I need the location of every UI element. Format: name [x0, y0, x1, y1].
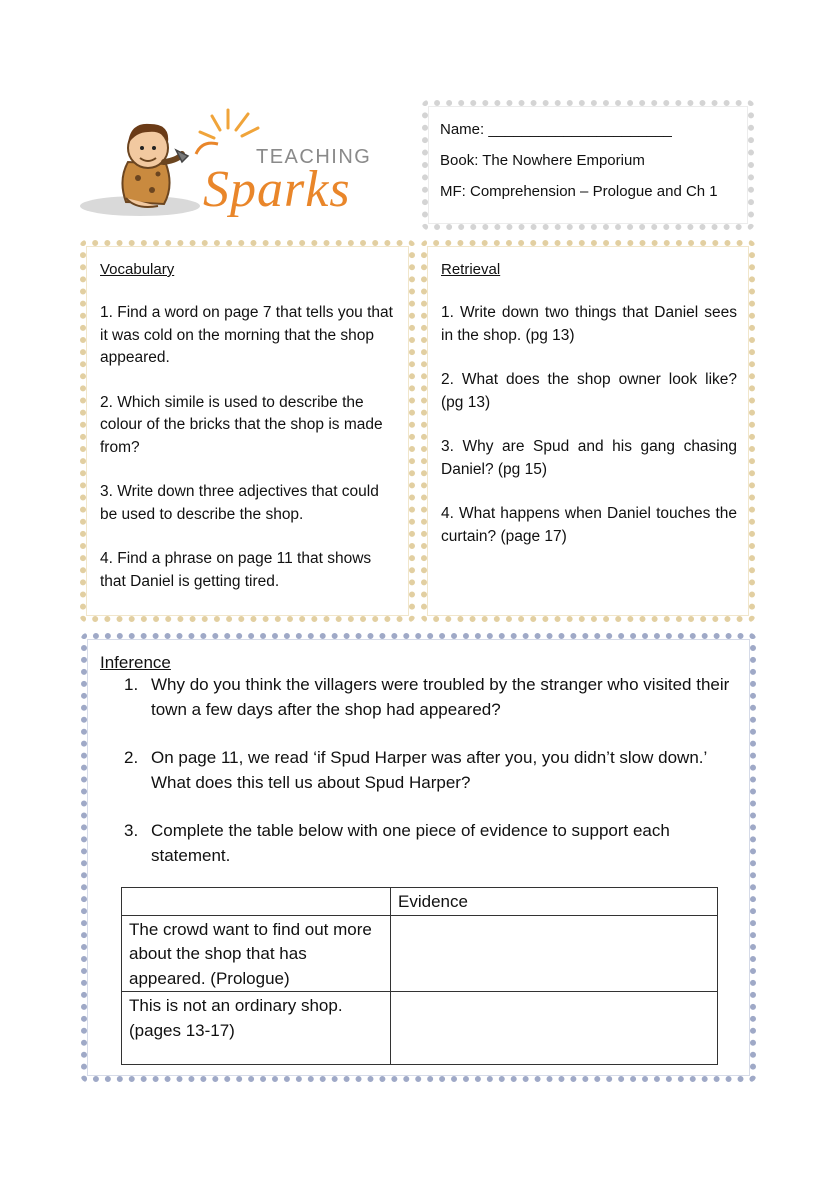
inference-section — [81, 633, 756, 1082]
table-row — [122, 915, 718, 992]
table-row — [122, 992, 718, 1065]
inference-question — [97, 746, 740, 795]
inference-question — [97, 819, 740, 868]
vocabulary-heading: Vocabulary — [100, 261, 175, 278]
statement-cell: The crowd want to find out more about the shop that has appeared. (Prologue) — [122, 915, 391, 992]
inference-heading: Inference — [100, 653, 171, 672]
vocabulary-question: 4. Find a phrase on page 11 that shows that Daniel is getting tired. — [100, 550, 372, 590]
retrieval-heading: Retrieval — [441, 261, 501, 278]
question-text: Why do you think the villagers were troubled by the stranger who visited their town a few days after the shop had appeared? — [151, 675, 730, 719]
vocabulary-section — [80, 240, 415, 622]
retrieval-question: 1. Write down two things that Daniel sees in the shop. (pg 13) — [441, 304, 737, 344]
student-info-box — [422, 100, 754, 230]
table-header-blank — [122, 888, 391, 916]
retrieval-question-list — [439, 302, 737, 548]
retrieval-question: 4. What happens when Daniel touches the curtain? (page 17) — [441, 505, 737, 545]
mf-label: MF: Comprehension – Prologue and Ch 1 — [440, 183, 718, 200]
statement-cell: This is not an ordinary shop. (pages 13-17) — [122, 992, 391, 1065]
question-text: Complete the table below with one piece of evidence to support each statement. — [151, 821, 670, 865]
evidence-cell[interactable] — [391, 915, 718, 992]
question-number: 2. — [124, 748, 139, 767]
vocabulary-question: 2. Which simile is used to describe the colour of the bricks that the shop is made from? — [100, 393, 383, 456]
name-field-label[interactable]: Name: ______________________ — [440, 121, 672, 138]
brand-sparks-text: Sparks — [203, 161, 351, 218]
vocabulary-question: 3. Write down three adjectives that could be used to describe the shop. — [100, 483, 379, 523]
question-number: 1. — [124, 675, 139, 694]
evidence-table — [121, 887, 718, 1065]
table-header-evidence: Evidence — [391, 888, 718, 916]
book-title: Book: The Nowhere Emporium — [440, 152, 645, 169]
inference-question — [97, 673, 740, 722]
vocabulary-question: 1. Find a word on page 7 that tells you that it was cold on the morning that the shop appeared. — [100, 304, 393, 366]
vocabulary-question-list — [98, 302, 397, 593]
question-number: 3. — [124, 821, 139, 840]
retrieval-question: 2. What does the shop owner look like? (pg 13) — [441, 371, 737, 411]
evidence-cell[interactable] — [391, 992, 718, 1065]
inference-question-list — [97, 673, 740, 868]
retrieval-section — [421, 240, 755, 622]
retrieval-question: 3. Why are Spud and his gang chasing Daniel? (pg 15) — [441, 438, 737, 478]
brand-teaching-text: TEACHING — [256, 146, 372, 168]
question-text: On page 11, we read ‘if Spud Harper was after you, you didn’t slow down.’ What does this tell us about Spud Harper? — [151, 748, 707, 792]
teaching-sparks-logo — [78, 100, 388, 225]
table-header-row — [122, 888, 718, 916]
